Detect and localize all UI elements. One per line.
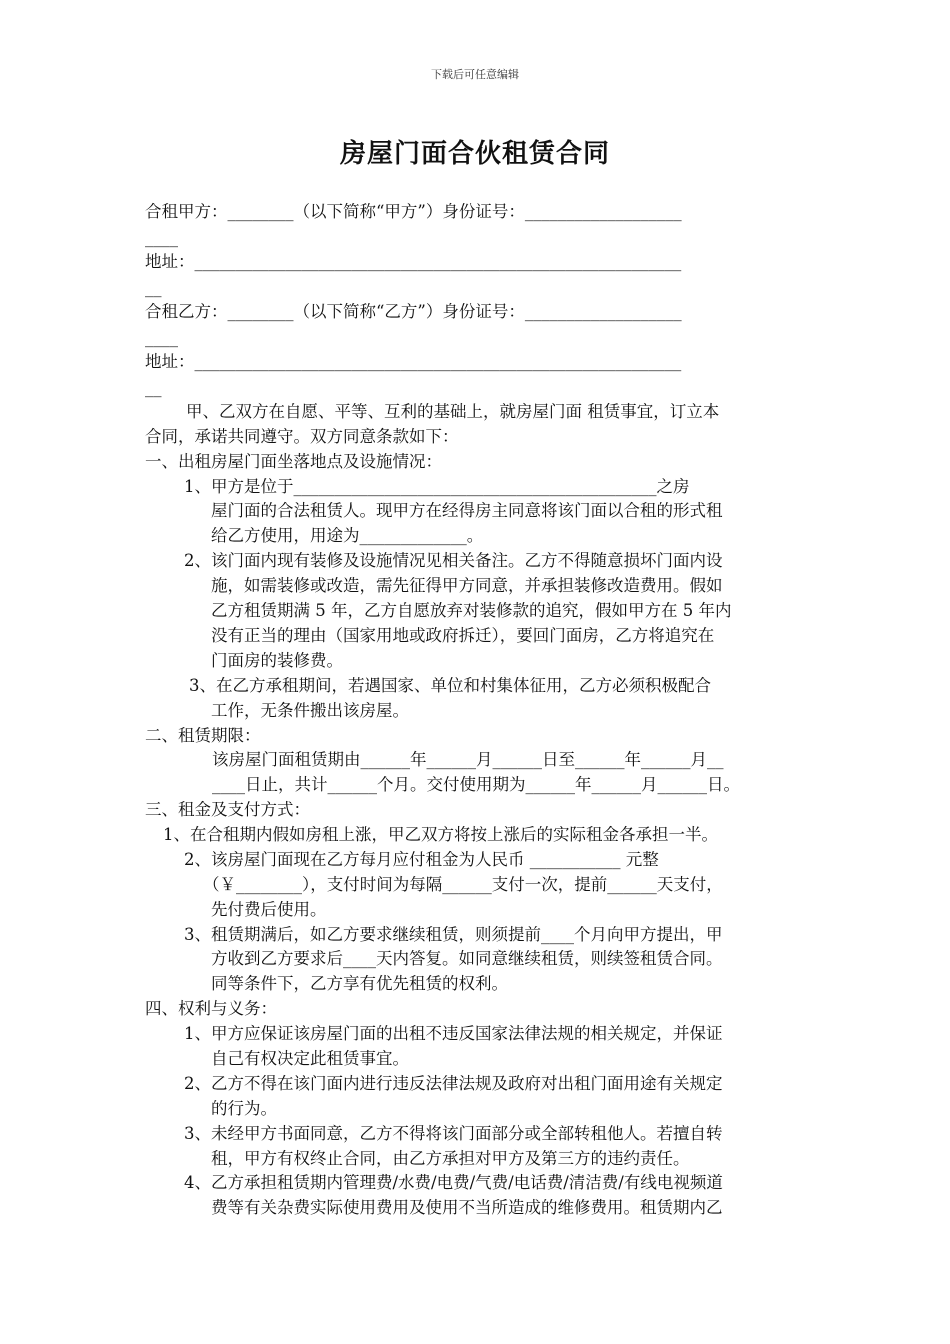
- preamble-line: 合同，承诺共同遵守。双方同意条款如下：: [145, 427, 459, 446]
- clause-line: ____日止，共计______个月。交付使用期为______年______月______日。: [212, 775, 740, 794]
- clause-line: 屋门面的合法租赁人。现甲方在经得房主同意将该门面以合租的形式租: [211, 501, 723, 520]
- party-a-line-wrap: ____: [145, 228, 178, 247]
- clause-line: 3、在乙方承租期间，若遇国家、单位和村集体征用，乙方必须积极配合: [189, 676, 711, 695]
- clause-line: 给乙方使用，用途为_____________。: [211, 526, 484, 545]
- clause-line: 同等条件下，乙方享有优先租赁的权利。: [211, 974, 508, 993]
- party-b-line: 合租乙方：________（以下简称“乙方”）身份证号：___________________: [145, 302, 682, 321]
- section-heading: 二、租赁期限：: [145, 726, 261, 745]
- clause-line: 的行为。: [211, 1099, 277, 1118]
- clause-line: 3、租赁期满后，如乙方要求继续租赁，则须提前____个月向甲方提出，甲: [184, 925, 723, 944]
- document-title: 房屋门面合伙租赁合同: [339, 139, 610, 169]
- clause-line: 没有正当的理由（国家用地或政府拆迁），要回门面房，乙方将追究在: [211, 626, 715, 645]
- clause-line: 先付费后使用。: [211, 900, 327, 919]
- clause-line: 自己有权决定此租赁事宜。: [211, 1049, 409, 1068]
- clause-line: 该房屋门面租赁期由______年______月______日至______年______月__: [212, 750, 724, 769]
- preamble-line: 甲、乙双方在自愿、平等、互利的基础上，就房屋门面 租赁事宜，订立本: [186, 402, 720, 421]
- clause-line: 1、甲方应保证该房屋门面的出租不违反国家法律法规的相关规定，并保证: [184, 1024, 723, 1043]
- clause-line: 1、在合租期内假如房租上涨，甲乙双方将按上涨后的实际租金各承担一半。: [163, 825, 718, 844]
- clause-line: 2、该房屋门面现在乙方每月应付租金为人民币 ___________ 元整: [184, 850, 659, 869]
- clause-line: 乙方租赁期满 5 年，乙方自愿放弃对装修款的追究，假如甲方在 5 年内: [211, 601, 732, 620]
- party-a-address-wrap: __: [145, 278, 162, 297]
- clause-line: 施，如需装修或改造，需先征得甲方同意，并承担装修改造费用。假如: [211, 576, 723, 595]
- party-b-address-wrap: __: [145, 378, 162, 397]
- clause-line: 方收到乙方要求后____天内答复。如同意继续租赁，则续签租赁合同。: [211, 949, 723, 968]
- section-heading: 三、租金及支付方式：: [145, 800, 310, 819]
- clause-line: 2、该门面内现有装修及设施情况见相关备注。乙方不得随意损坏门面内设: [184, 551, 723, 570]
- clause-line: 租，甲方有权终止合同，由乙方承担对甲方及第三方的违约责任。: [211, 1149, 690, 1168]
- party-b-address: 地址：___________________________________________________________: [145, 352, 682, 371]
- clause-line: 4、乙方承担租赁期内管理费/水费/电费/气费/电话费/清洁费/有线电视频道: [184, 1173, 723, 1192]
- section-heading: 一、出租房屋门面坐落地点及设施情况：: [145, 452, 442, 471]
- clause-line: 2、乙方不得在该门面内进行违反法律法规及政府对出租门面用途有关规定: [184, 1074, 723, 1093]
- clause-line: 门面房的装修费。: [211, 651, 343, 670]
- clause-line: （￥________），支付时间为每隔______支付一次，提前______天支付，: [203, 875, 723, 894]
- party-a-line: 合租甲方：________（以下简称“甲方”）身份证号：___________________: [145, 202, 682, 221]
- clause-line: 3、未经甲方书面同意，乙方不得将该门面部分或全部转租他人。若擅自转: [184, 1124, 723, 1143]
- header-note: 下载后可任意编辑: [431, 68, 519, 81]
- clause-line: 费等有关杂费实际使用费用及使用不当所造成的维修费用。租赁期内乙: [211, 1198, 723, 1217]
- clause-line: 1、甲方是位于____________________________________________之房: [184, 477, 690, 496]
- clause-line: 工作，无条件搬出该房屋。: [211, 701, 409, 720]
- party-b-line-wrap: ____: [145, 328, 178, 347]
- party-a-address: 地址：___________________________________________________________: [145, 252, 682, 271]
- section-heading: 四、权利与义务：: [145, 999, 277, 1018]
